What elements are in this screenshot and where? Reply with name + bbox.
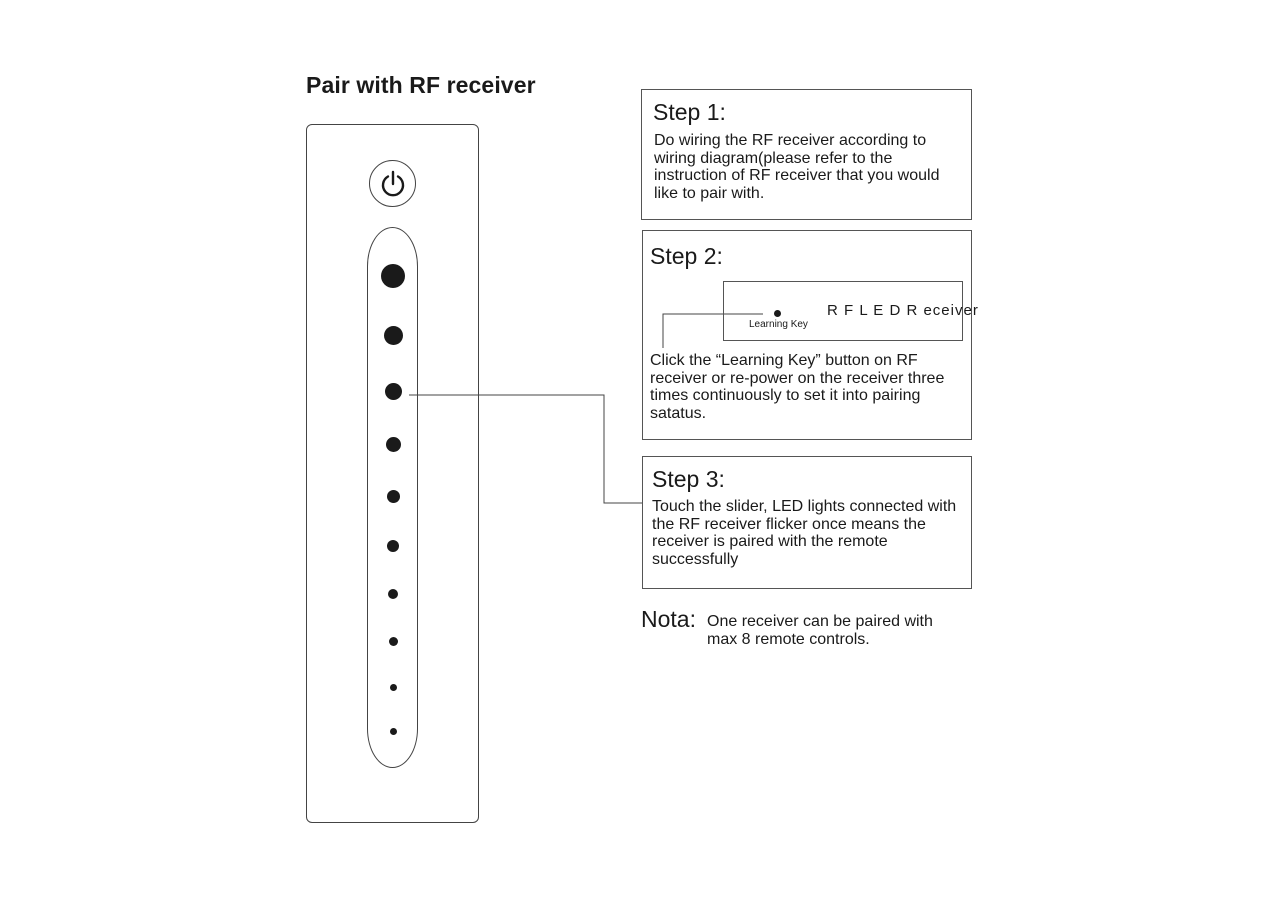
- power-icon: [379, 170, 407, 198]
- learning-key-button[interactable]: [774, 310, 781, 317]
- note-text: One receiver can be paired with max 8 remote controls.: [707, 613, 933, 648]
- note-title: Nota:: [641, 606, 696, 632]
- page-title: Pair with RF receiver: [306, 72, 536, 98]
- step-3-title: Step 3:: [652, 466, 725, 492]
- step-3-text: Touch the slider, LED lights connected with the RF receiver flicker once means the receiver is paired with the remote successfully: [652, 498, 957, 568]
- step-1-text: Do wiring the RF receiver according to wiring diagram(please refer to the instruction of RF receiver that you would like to pair with.: [654, 132, 940, 202]
- slider-level-dot: [390, 728, 397, 735]
- learning-key-label: Learning Key: [749, 319, 808, 330]
- slider-level-dot: [384, 326, 403, 345]
- slider-level-dot: [386, 437, 401, 452]
- receiver-label: R F L E D R eceiver: [827, 302, 979, 319]
- slider-level-dot: [385, 383, 402, 400]
- slider-level-dot: [387, 540, 399, 552]
- step-2-title: Step 2:: [650, 243, 723, 269]
- slider-level-dot: [389, 637, 398, 646]
- slider-level-dot: [388, 589, 398, 599]
- step-2-text: Click the “Learning Key” button on RF receiver or re-power on the receiver three times continuously to set it into pairing satatus.: [650, 352, 945, 422]
- slider-level-dot: [381, 264, 405, 288]
- power-button[interactable]: [369, 160, 416, 207]
- slider-level-dot: [387, 490, 400, 503]
- slider-level-dot: [390, 684, 397, 691]
- step-1-title: Step 1:: [653, 99, 726, 125]
